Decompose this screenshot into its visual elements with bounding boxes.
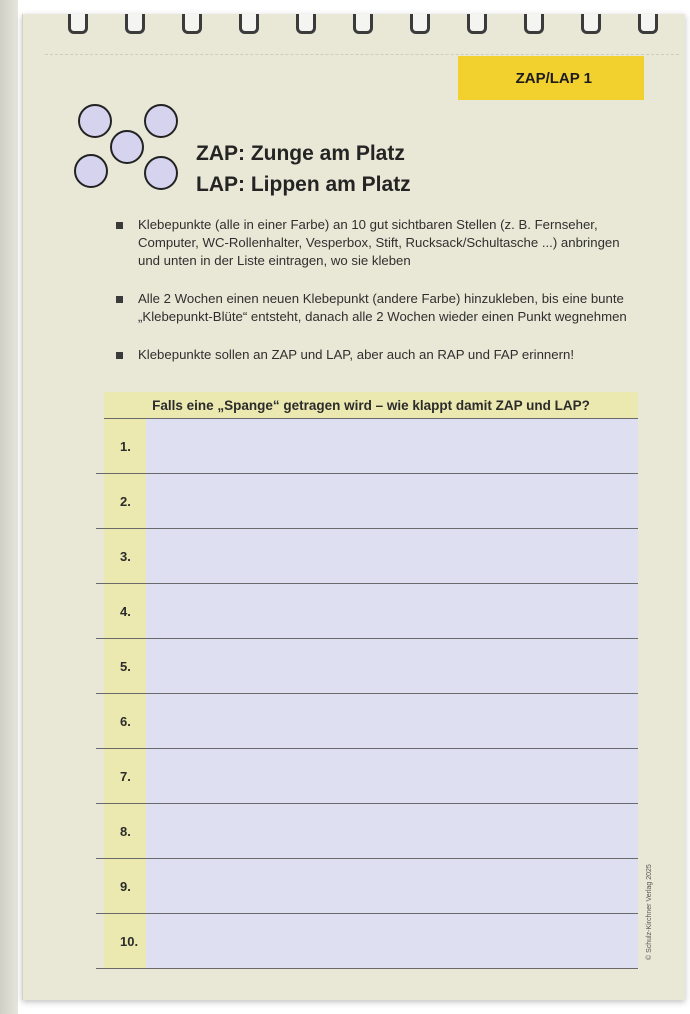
table-row <box>96 474 638 529</box>
spiral-ring-icon <box>581 14 601 34</box>
spiral-ring-icon <box>524 14 544 34</box>
row-number: 9. <box>104 859 146 913</box>
table-row <box>96 694 638 749</box>
circles-logo-icon <box>72 102 192 198</box>
spiral-ring-icon <box>467 14 487 34</box>
table-row <box>96 639 638 694</box>
table-header: Falls eine „Spange“ getragen wird – wie klappt damit ZAP und LAP? <box>104 392 638 419</box>
write-area[interactable] <box>146 694 638 748</box>
spiral-ring-icon <box>296 14 316 34</box>
notes-table <box>96 392 638 969</box>
write-area[interactable] <box>146 474 638 528</box>
bullet-square-icon <box>116 222 123 229</box>
spiral-ring-icon <box>353 14 373 34</box>
write-area[interactable] <box>146 859 638 913</box>
bullet-text: Alle 2 Wochen einen neuen Klebepunkt (andere Farbe) hinzukleben, bis eine bunte „Klebepunkt-Blüte“ entsteht, danach alle 2 Wochen wieder einen Punkt wegnehmen <box>138 291 627 324</box>
row-number: 3. <box>104 529 146 583</box>
write-area[interactable] <box>146 639 638 693</box>
circle-icon <box>144 156 178 190</box>
table-row <box>96 804 638 859</box>
write-area[interactable] <box>146 749 638 803</box>
bullet-square-icon <box>116 352 123 359</box>
write-area[interactable] <box>146 914 638 968</box>
row-number: 10. <box>104 914 146 968</box>
title-line-lap: LAP: Lippen am Platz <box>196 173 411 196</box>
circle-icon <box>74 154 108 188</box>
list-item <box>116 290 642 326</box>
bullet-text: Klebepunkte (alle in einer Farbe) an 10 gut sichtbaren Stellen (z. B. Fernseher, Computer, WC-Rollenhalter, Vesperbox, Stift, Rucksack/Schultasche ...) anbringen und unten in der Liste eintragen, wo sie kleben <box>138 217 620 268</box>
row-number: 6. <box>104 694 146 748</box>
bullet-square-icon <box>116 296 123 303</box>
row-number: 2. <box>104 474 146 528</box>
topic-tag: ZAP/LAP 1 <box>458 56 644 100</box>
write-area[interactable] <box>146 804 638 858</box>
bullet-text: Klebepunkte sollen an ZAP und LAP, aber auch an RAP und FAP erinnern! <box>138 347 574 362</box>
table-row <box>96 749 638 804</box>
table-row <box>96 584 638 639</box>
list-item <box>116 346 642 364</box>
row-number: 5. <box>104 639 146 693</box>
spiral-ring-icon <box>125 14 145 34</box>
page-title <box>196 138 411 200</box>
spiral-ring-icon <box>638 14 658 34</box>
write-area[interactable] <box>146 529 638 583</box>
write-area[interactable] <box>146 419 638 473</box>
row-number: 7. <box>104 749 146 803</box>
perforation-line <box>45 54 679 55</box>
title-line-zap: ZAP: Zunge am Platz <box>196 142 405 165</box>
spiral-ring-icon <box>182 14 202 34</box>
copyright-notice: © Schulz-Kirchner Verlag 2025 <box>646 864 653 960</box>
circle-icon <box>144 104 178 138</box>
write-area[interactable] <box>146 584 638 638</box>
background-edge <box>0 0 18 1014</box>
circle-icon <box>110 130 144 164</box>
list-item <box>116 216 642 270</box>
spiral-ring-icon <box>68 14 88 34</box>
instruction-list <box>116 216 642 384</box>
spiral-binding <box>68 14 688 40</box>
table-row <box>96 859 638 914</box>
spiral-ring-icon <box>410 14 430 34</box>
row-number: 8. <box>104 804 146 858</box>
table-row <box>96 914 638 969</box>
circle-icon <box>78 104 112 138</box>
table-row <box>96 529 638 584</box>
spiral-ring-icon <box>239 14 259 34</box>
row-number: 4. <box>104 584 146 638</box>
row-number: 1. <box>104 419 146 473</box>
table-row <box>96 419 638 474</box>
